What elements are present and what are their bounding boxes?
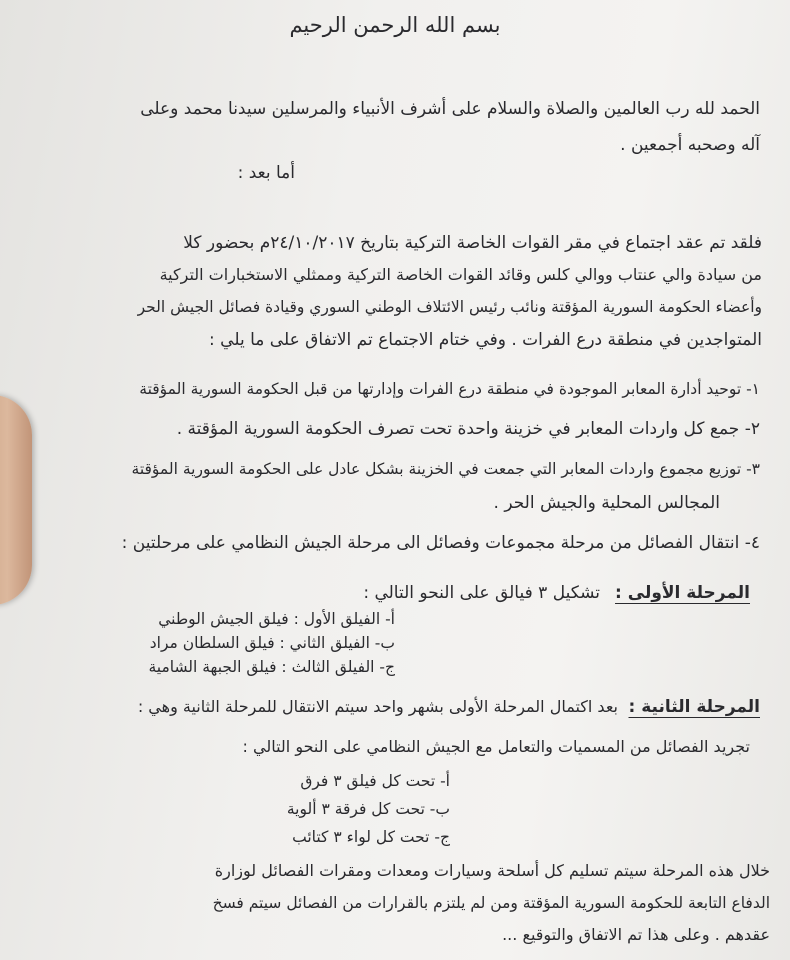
intro-line-2: من سيادة والي عنتاب ووالي كلس وقائد القوات الخاصة التركية وممثلي الاستخبارات التركية	[159, 265, 762, 284]
phase-1-text: تشكيل ٣ فيالق على النحو التالي :	[363, 583, 600, 603]
closing-line-1: خلال هذه المرحلة سيتم تسليم كل أسلحة وسيارات ومعدات ومقرات الفصائل لوزارة	[214, 861, 770, 880]
thumb-finger	[0, 395, 32, 605]
phase-1-corps-1: أ- الفيلق الأول : فيلق الجيش الوطني	[158, 610, 395, 628]
closing-line-2: الدفاع التابعة للحكومة السورية المؤقتة ومن لم يلتزم بالقرارات من الفصائل سيتم فسخ	[212, 894, 770, 912]
opening-line-1: الحمد لله رب العالمين والصلاة والسلام على أشرف الأنبياء والمرسلين سيدنا محمد وعلى	[140, 99, 760, 119]
phase-2-structure-2: ب- تحت كل فرقة ٣ ألوية	[286, 800, 450, 818]
agreement-item-2: ٢- جمع كل واردات المعابر في خزينة واحدة تحت تصرف الحكومة السورية المؤقتة .	[176, 419, 760, 439]
closing-line-3: عقدهم . وعلى هذا تم الاتفاق والتوقيع ...	[502, 925, 770, 944]
agreement-item-3: ٣- توزيع مجموع واردات المعابر التي جمعت في الخزينة بشكل عادل على الحكومة السورية المؤقتة	[131, 460, 760, 478]
intro-line-1: فلقد تم عقد اجتماع في مقر القوات الخاصة التركية بتاريخ ٢٤/١٠/٢٠١٧م بحضور كلا	[183, 233, 762, 253]
phase-1-corps-3: ج- الفيلق الثالث : فيلق الجبهة الشامية	[148, 658, 395, 676]
amma-baad: أما بعد :	[237, 163, 295, 183]
phase-2-structure-1: أ- تحت كل فيلق ٣ فرق	[300, 772, 450, 790]
phase-2-text: بعد اكتمال المرحلة الأولى بشهر واحد سيتم الانتقال للمرحلة الثانية وهي :	[137, 697, 618, 716]
intro-line-3: وأعضاء الحكومة السورية المؤقتة ونائب رئيس الائتلاف الوطني السوري وقيادة فصائل الجيش الحر	[137, 298, 762, 316]
phase-2-sub: تجريد الفصائل من المسميات والتعامل مع الجيش النظامي على النحو التالي :	[242, 737, 750, 756]
agreement-item-1: ١- توحيد أدارة المعابر الموجودة في منطقة درع الفرات وإدارتها من قبل الحكومة السورية المؤقتة	[139, 380, 760, 398]
phase-1-corps-2: ب- الفيلق الثاني : فيلق السلطان مراد	[149, 634, 395, 652]
agreement-item-4: ٤- انتقال الفصائل من مرحلة مجموعات وفصائل الى مرحلة الجيش النظامي على مرحلتين :	[121, 533, 760, 553]
phase-2-structure-3: ج- تحت كل لواء ٣ كتائب	[292, 828, 450, 846]
intro-line-4: المتواجدين في منطقة درع الفرات . وفي ختام الاجتماع تم الاتفاق على ما يلي :	[209, 330, 762, 350]
opening-line-2: آله وصحبه أجمعين .	[620, 135, 760, 155]
phase-2-title: المرحلة الثانية :	[628, 697, 760, 717]
phase-1-title: المرحلة الأولى :	[615, 583, 750, 603]
basmala-header: بسم الله الرحمن الرحيم	[289, 13, 501, 37]
agreement-item-3-cont: المجالس المحلية والجيش الحر .	[493, 493, 720, 513]
